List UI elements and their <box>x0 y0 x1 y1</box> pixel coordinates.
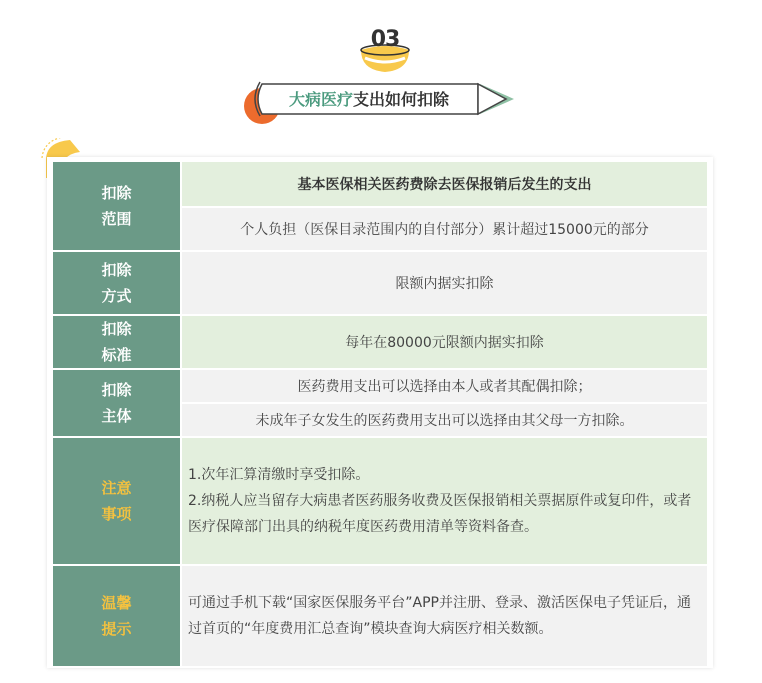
table-row <box>52 251 708 315</box>
row-header-line: 范围 <box>101 210 132 228</box>
scope-line-2: 个人负担（医保目录范围内的自付部分）累计超过15000元的部分 <box>181 207 708 251</box>
table-row <box>52 565 708 667</box>
row-header-line: 方式 <box>101 287 132 305</box>
section-number: 03 <box>370 27 400 52</box>
method-text: 限额内据实扣除 <box>181 251 708 315</box>
scope-line-1: 基本医保相关医药费除去医保报销后发生的支出 <box>181 161 708 207</box>
table-row <box>52 369 708 403</box>
subject-line-1: 医药费用支出可以选择由本人或者其配偶扣除； <box>181 369 708 403</box>
row-header-line: 扣除 <box>101 261 132 279</box>
tips-text: 可通过手机下载“国家医保服务平台”APP并注册、登录、激活医保电子凭证后，通过首页的“年度费用汇总查询”模块查询大病医疗相关数额。 <box>181 565 708 667</box>
row-header-tips <box>52 565 181 667</box>
section-title-rest: 支出如何扣除 <box>353 90 450 109</box>
section-title-highlight: 大病医疗 <box>288 90 353 109</box>
row-header-line: 扣除 <box>101 184 132 202</box>
row-header-notes <box>52 437 181 565</box>
standard-text: 每年在80000元限额内据实扣除 <box>181 315 708 369</box>
row-header-line: 扣除 <box>101 381 132 399</box>
table-row <box>52 437 708 565</box>
table-row <box>52 161 708 207</box>
section-title <box>262 84 476 116</box>
row-header-line: 温馨 <box>101 594 132 612</box>
row-header-line: 扣除 <box>101 320 132 338</box>
subject-line-2: 未成年子女发生的医药费用支出可以选择由其父母一方扣除。 <box>181 403 708 437</box>
row-header-line: 提示 <box>101 620 132 638</box>
row-header-method <box>52 251 181 315</box>
table-row <box>52 315 708 369</box>
notes-cell <box>181 437 708 565</box>
notes-item-2: 2.纳税人应当留存大病患者医药服务收费及医保报销相关票据原件或复印件，或者医疗保障部门出具的纳税年度医药费用清单等资料备查。 <box>188 493 692 535</box>
row-header-line: 标准 <box>101 346 132 364</box>
row-header-standard <box>52 315 181 369</box>
row-header-line: 注意 <box>101 479 132 497</box>
deduction-table <box>47 157 713 668</box>
row-header-scope <box>52 161 181 251</box>
row-header-subject <box>52 369 181 437</box>
row-header-line: 主体 <box>101 407 132 425</box>
notes-item-1: 1.次年汇算清缴时享受扣除。 <box>188 467 370 483</box>
row-header-line: 事项 <box>101 505 132 523</box>
